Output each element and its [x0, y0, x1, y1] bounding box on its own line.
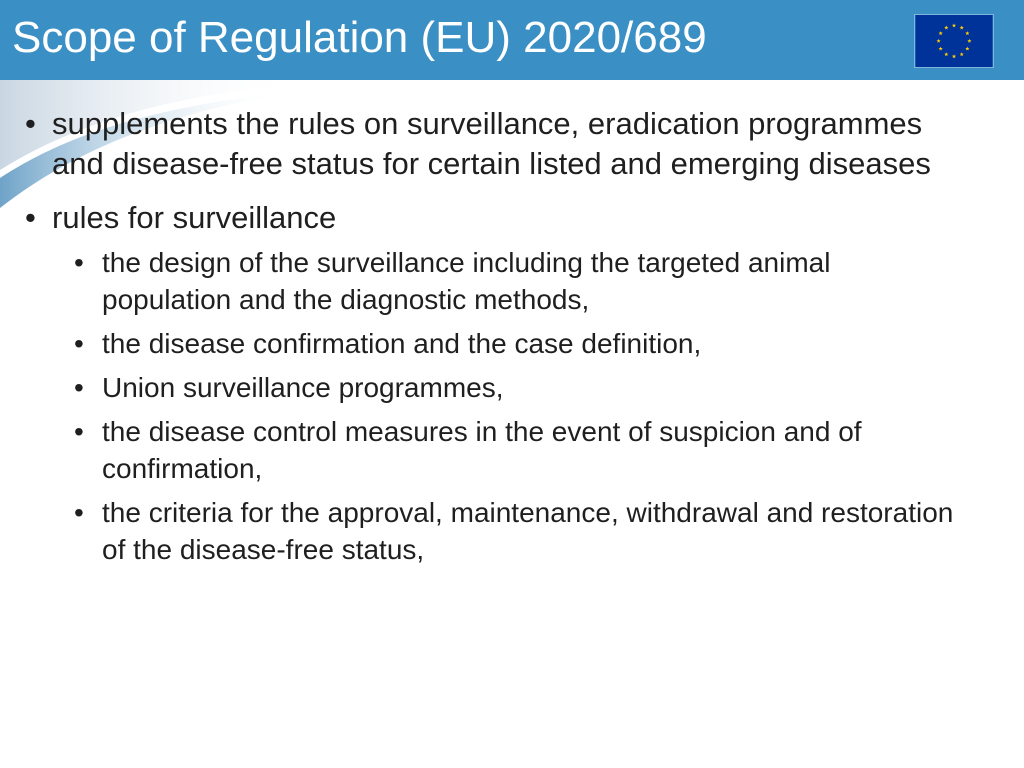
bullet-marker: •	[25, 106, 36, 141]
title-bar	[0, 0, 1024, 80]
sub-bullet-item	[0, 369, 962, 406]
sub-bullet-item	[0, 325, 962, 362]
bullet-marker: •	[74, 328, 84, 359]
bullet-marker: •	[74, 372, 84, 403]
bullet-marker: •	[74, 416, 84, 447]
bullet-marker: •	[74, 497, 84, 528]
bullet-text: supplements the rules on surveillance, eradication programmes and disease-free status for certain listed and emerging diseases	[52, 106, 931, 181]
sub-bullet-text: the design of the surveillance including the targeted animal population and the diagnostic methods,	[102, 247, 831, 315]
sub-bullet-text: the disease control measures in the event of suspicion and of confirmation,	[102, 416, 862, 484]
sub-bullet-text: the disease confirmation and the case definition,	[102, 328, 702, 359]
bullet-item	[0, 104, 932, 184]
bullet-marker: •	[74, 247, 84, 278]
slide-title: Scope of Regulation (EU) 2020/689	[12, 13, 707, 62]
sub-bullet-item	[0, 413, 962, 487]
eu-flag-icon	[914, 14, 994, 68]
bullet-item	[0, 198, 932, 238]
sub-bullet-item	[0, 244, 962, 318]
bullet-marker: •	[25, 200, 36, 235]
sub-bullet-text: Union surveillance programmes,	[102, 372, 504, 403]
bullet-text: rules for surveillance	[52, 200, 337, 235]
bullet-list	[0, 104, 1024, 575]
sub-bullet-text: the criteria for the approval, maintenance, withdrawal and restoration of the disease-free status,	[102, 497, 954, 565]
sub-bullet-item	[0, 494, 962, 568]
